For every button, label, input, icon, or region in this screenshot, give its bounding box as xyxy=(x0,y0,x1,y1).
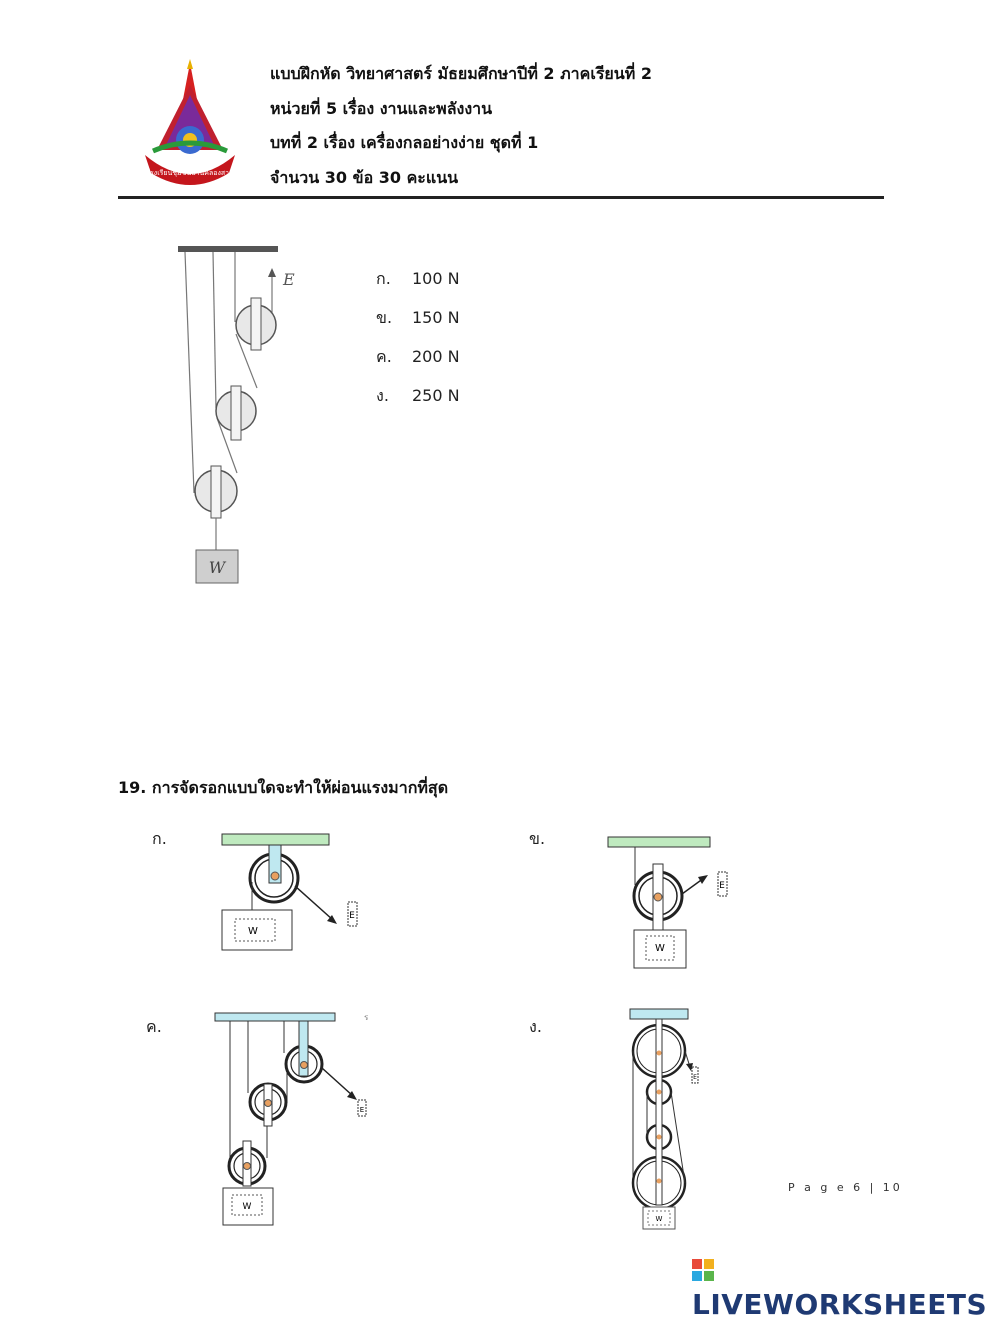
weight-label: W xyxy=(655,1215,663,1223)
header-line-3: บทที่ 2 เรื่อง เครื่องกลอย่างง่าย ชุดที่ 1 xyxy=(270,133,539,152)
option-c[interactable]: ค. 200 N xyxy=(376,347,460,366)
choice-b-label[interactable]: ข. xyxy=(529,829,546,848)
liveworksheets-logo[interactable] xyxy=(692,1253,1000,1321)
choice-d-label[interactable]: ง. xyxy=(529,1017,542,1036)
pulley-diagram-d xyxy=(620,1005,715,1239)
option-d[interactable]: ง. 250 N xyxy=(376,386,460,405)
pulley-diagram-a xyxy=(215,830,365,959)
option-a[interactable]: ก. 100 N xyxy=(376,269,460,288)
weight-label: W xyxy=(242,1202,252,1212)
choice-a-label[interactable]: ก. xyxy=(152,829,167,848)
school-logo xyxy=(133,55,248,193)
header-divider xyxy=(118,196,884,199)
effort-label: E xyxy=(349,911,355,921)
choice-c-label[interactable]: ค. xyxy=(146,1017,162,1036)
header-line-2: หน่วยที่ 5 เรื่อง งานและพลังงาน xyxy=(270,99,493,118)
page-number: P a g e 6 | 10 xyxy=(788,1181,903,1194)
effort-label: E xyxy=(359,1106,365,1114)
pulley-diagram-b xyxy=(600,830,740,979)
pulley-diagram-c xyxy=(208,1008,373,1237)
header-line-1: แบบฝึกหัด วิทยาศาสตร์ มัธยมศึกษาปีที่ 2 ภาคเรียนที่ 2 xyxy=(270,64,652,83)
weight-label: W xyxy=(208,558,226,577)
liveworksheets-text: LIVEWORKSHEETS xyxy=(692,1287,988,1321)
pulley-system-figure xyxy=(165,238,305,588)
question-19-text: 19. การจัดรอกแบบใดจะทำให้ผ่อนแรงมากที่สุด xyxy=(118,778,449,797)
svg-text:โรงเรียนชุมชนบ้านคลองสาม: โรงเรียนชุมชนบ้านคลองสาม xyxy=(146,169,234,177)
effort-label: E xyxy=(693,1074,697,1081)
effort-label: E xyxy=(283,270,295,289)
svg-text:ร: ร xyxy=(364,1013,369,1022)
header-line-4: จำนวน 30 ข้อ 30 คะแนน xyxy=(270,168,459,187)
option-b[interactable]: ข. 150 N xyxy=(376,308,460,327)
weight-label: W xyxy=(655,943,665,954)
weight-label: W xyxy=(248,926,258,937)
liveworksheets-icon xyxy=(692,1255,714,1288)
effort-label: E xyxy=(719,881,725,891)
